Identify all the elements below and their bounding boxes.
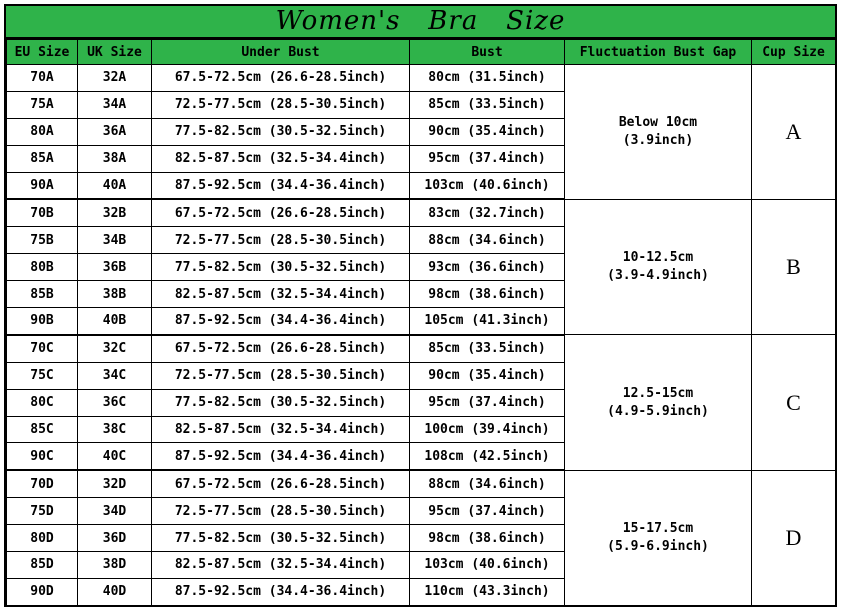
under-bust-cell: 67.5-72.5cm (26.6-28.5inch) xyxy=(152,65,410,92)
under-bust-cell: 72.5-77.5cm (28.5-30.5inch) xyxy=(152,362,410,389)
bust-cell: 95cm (37.4inch) xyxy=(410,389,565,416)
bust-cell: 95cm (37.4inch) xyxy=(410,145,565,172)
bust-cell: 85cm (33.5inch) xyxy=(410,91,565,118)
under-bust-cell: 72.5-77.5cm (28.5-30.5inch) xyxy=(152,91,410,118)
eu-size-cell: 80B xyxy=(7,254,78,281)
eu-size-cell: 80A xyxy=(7,118,78,145)
under-bust-cell: 67.5-72.5cm (26.6-28.5inch) xyxy=(152,470,410,497)
under-bust-cell: 82.5-87.5cm (32.5-34.4inch) xyxy=(152,552,410,579)
uk-size-cell: 38A xyxy=(78,145,152,172)
header-cup-size: Cup Size xyxy=(752,40,836,65)
bust-gap-cell: Below 10cm (3.9inch) xyxy=(565,65,752,200)
eu-size-cell: 90C xyxy=(7,443,78,470)
bust-cell: 80cm (31.5inch) xyxy=(410,65,565,92)
cup-size-cell: C xyxy=(752,335,836,470)
bust-cell: 88cm (34.6inch) xyxy=(410,470,565,497)
bust-cell: 85cm (33.5inch) xyxy=(410,335,565,362)
eu-size-cell: 70A xyxy=(7,65,78,92)
eu-size-cell: 80C xyxy=(7,389,78,416)
cup-size-cell: A xyxy=(752,65,836,200)
uk-size-cell: 40C xyxy=(78,443,152,470)
header-uk-size: UK Size xyxy=(78,40,152,65)
under-bust-cell: 87.5-92.5cm (34.4-36.4inch) xyxy=(152,443,410,470)
bust-cell: 108cm (42.5inch) xyxy=(410,443,565,470)
table-row xyxy=(7,335,836,362)
size-table xyxy=(6,39,836,607)
header-fluctuation-bust-gap: Fluctuation Bust Gap xyxy=(565,40,752,65)
bust-cell: 93cm (36.6inch) xyxy=(410,254,565,281)
bust-cell: 105cm (41.3inch) xyxy=(410,308,565,335)
eu-size-cell: 80D xyxy=(7,525,78,552)
uk-size-cell: 36B xyxy=(78,254,152,281)
uk-size-cell: 38C xyxy=(78,416,152,443)
bust-cell: 100cm (39.4inch) xyxy=(410,416,565,443)
bust-cell: 90cm (35.4inch) xyxy=(410,362,565,389)
under-bust-cell: 77.5-82.5cm (30.5-32.5inch) xyxy=(152,118,410,145)
under-bust-cell: 77.5-82.5cm (30.5-32.5inch) xyxy=(152,525,410,552)
under-bust-cell: 67.5-72.5cm (26.6-28.5inch) xyxy=(152,199,410,226)
uk-size-cell: 38B xyxy=(78,281,152,308)
under-bust-cell: 82.5-87.5cm (32.5-34.4inch) xyxy=(152,416,410,443)
uk-size-cell: 34D xyxy=(78,498,152,525)
cup-size-cell: B xyxy=(752,199,836,334)
eu-size-cell: 85C xyxy=(7,416,78,443)
uk-size-cell: 40B xyxy=(78,308,152,335)
under-bust-cell: 77.5-82.5cm (30.5-32.5inch) xyxy=(152,254,410,281)
uk-size-cell: 32A xyxy=(78,65,152,92)
under-bust-cell: 87.5-92.5cm (34.4-36.4inch) xyxy=(152,308,410,335)
header-under-bust: Under Bust xyxy=(152,40,410,65)
eu-size-cell: 90D xyxy=(7,578,78,605)
table-row xyxy=(7,65,836,92)
under-bust-cell: 67.5-72.5cm (26.6-28.5inch) xyxy=(152,335,410,362)
bust-cell: 103cm (40.6inch) xyxy=(410,172,565,199)
uk-size-cell: 36D xyxy=(78,525,152,552)
under-bust-cell: 82.5-87.5cm (32.5-34.4inch) xyxy=(152,281,410,308)
uk-size-cell: 32D xyxy=(78,470,152,497)
bust-cell: 98cm (38.6inch) xyxy=(410,525,565,552)
uk-size-cell: 38D xyxy=(78,552,152,579)
bust-cell: 88cm (34.6inch) xyxy=(410,227,565,254)
table-row xyxy=(7,470,836,497)
eu-size-cell: 75D xyxy=(7,498,78,525)
eu-size-cell: 90A xyxy=(7,172,78,199)
bust-gap-cell: 15-17.5cm (5.9-6.9inch) xyxy=(565,470,752,605)
eu-size-cell: 85B xyxy=(7,281,78,308)
bust-cell: 110cm (43.3inch) xyxy=(410,578,565,605)
bust-gap-cell: 12.5-15cm (4.9-5.9inch) xyxy=(565,335,752,470)
under-bust-cell: 87.5-92.5cm (34.4-36.4inch) xyxy=(152,578,410,605)
bust-cell: 98cm (38.6inch) xyxy=(410,281,565,308)
header-row xyxy=(7,40,836,65)
header-eu-size: EU Size xyxy=(7,40,78,65)
header-bust: Bust xyxy=(410,40,565,65)
uk-size-cell: 40A xyxy=(78,172,152,199)
uk-size-cell: 34B xyxy=(78,227,152,254)
bust-cell: 83cm (32.7inch) xyxy=(410,199,565,226)
bust-cell: 103cm (40.6inch) xyxy=(410,552,565,579)
eu-size-cell: 75A xyxy=(7,91,78,118)
uk-size-cell: 32B xyxy=(78,199,152,226)
uk-size-cell: 40D xyxy=(78,578,152,605)
eu-size-cell: 70C xyxy=(7,335,78,362)
cup-size-cell: D xyxy=(752,470,836,605)
uk-size-cell: 32C xyxy=(78,335,152,362)
under-bust-cell: 72.5-77.5cm (28.5-30.5inch) xyxy=(152,227,410,254)
eu-size-cell: 90B xyxy=(7,308,78,335)
uk-size-cell: 34C xyxy=(78,362,152,389)
eu-size-cell: 70B xyxy=(7,199,78,226)
size-chart xyxy=(4,4,837,607)
under-bust-cell: 87.5-92.5cm (34.4-36.4inch) xyxy=(152,172,410,199)
bust-gap-cell: 10-12.5cm (3.9-4.9inch) xyxy=(565,199,752,334)
eu-size-cell: 75B xyxy=(7,227,78,254)
chart-title: Women's Bra Size xyxy=(6,6,835,39)
bust-cell: 90cm (35.4inch) xyxy=(410,118,565,145)
eu-size-cell: 85D xyxy=(7,552,78,579)
uk-size-cell: 36A xyxy=(78,118,152,145)
bust-cell: 95cm (37.4inch) xyxy=(410,498,565,525)
eu-size-cell: 70D xyxy=(7,470,78,497)
table-row xyxy=(7,199,836,226)
uk-size-cell: 34A xyxy=(78,91,152,118)
uk-size-cell: 36C xyxy=(78,389,152,416)
under-bust-cell: 72.5-77.5cm (28.5-30.5inch) xyxy=(152,498,410,525)
under-bust-cell: 82.5-87.5cm (32.5-34.4inch) xyxy=(152,145,410,172)
under-bust-cell: 77.5-82.5cm (30.5-32.5inch) xyxy=(152,389,410,416)
eu-size-cell: 85A xyxy=(7,145,78,172)
eu-size-cell: 75C xyxy=(7,362,78,389)
